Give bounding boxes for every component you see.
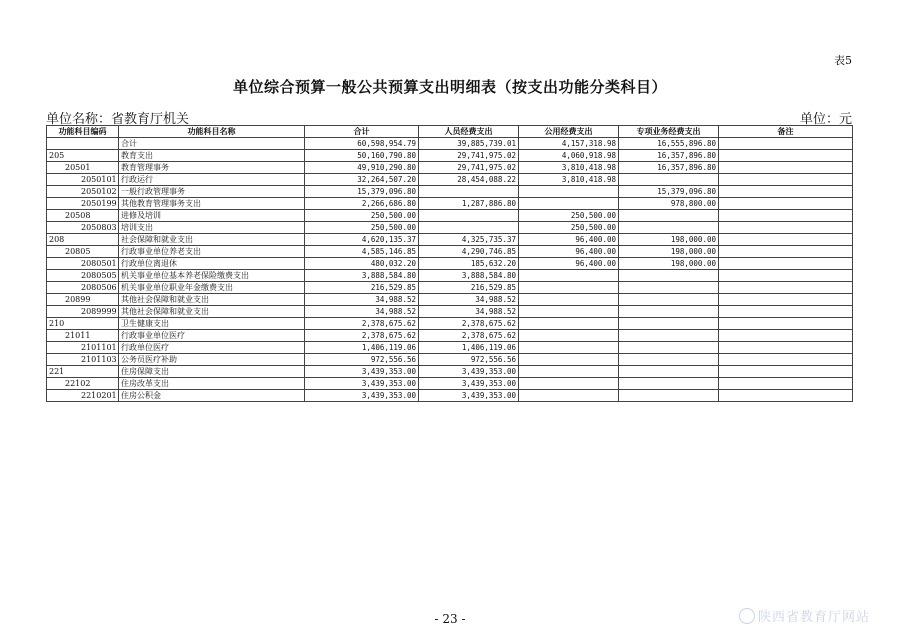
row-public (519, 366, 619, 378)
row-total: 3,439,353.00 (305, 366, 419, 378)
row-special: 16,555,896.80 (619, 138, 719, 150)
row-total: 2,266,686.80 (305, 198, 419, 210)
row-personnel: 2,378,675.62 (419, 318, 519, 330)
table-row (47, 330, 853, 342)
row-code: 20899 (47, 294, 119, 306)
row-public: 250,500.00 (519, 222, 619, 234)
row-code: 2089999 (47, 306, 119, 318)
table-row (47, 150, 853, 162)
row-code: 22102 (47, 378, 119, 390)
row-code: 20501 (47, 162, 119, 174)
row-total: 32,264,507.20 (305, 174, 419, 186)
row-personnel: 34,988.52 (419, 294, 519, 306)
row-personnel: 29,741,975.02 (419, 162, 519, 174)
row-note (719, 330, 853, 342)
row-code: 20805 (47, 246, 119, 258)
row-code: 2080505 (47, 270, 119, 282)
row-special (619, 366, 719, 378)
row-total: 34,988.52 (305, 294, 419, 306)
table-row (47, 234, 853, 246)
col-header-name: 功能科目名称 (119, 126, 305, 138)
row-code: 208 (47, 234, 119, 246)
row-personnel: 3,439,353.00 (419, 378, 519, 390)
row-note (719, 258, 853, 270)
unit-info-row (46, 108, 852, 126)
row-note (719, 294, 853, 306)
row-personnel: 29,741,975.02 (419, 150, 519, 162)
row-personnel: 1,406,119.06 (419, 342, 519, 354)
row-name: 社会保障和就业支出 (119, 234, 305, 246)
row-total: 3,888,584.80 (305, 270, 419, 282)
row-personnel: 185,632.20 (419, 258, 519, 270)
col-header-note: 备注 (719, 126, 853, 138)
row-note (719, 390, 853, 402)
table-row (47, 174, 853, 186)
table-body (47, 138, 853, 402)
row-name: 其他社会保障和就业支出 (119, 306, 305, 318)
table-row (47, 186, 853, 198)
row-total: 2,378,675.62 (305, 330, 419, 342)
row-code: 221 (47, 366, 119, 378)
row-total: 4,585,146.85 (305, 246, 419, 258)
row-name: 培训支出 (119, 222, 305, 234)
row-code: 2101103 (47, 354, 119, 366)
table-row (47, 342, 853, 354)
row-public (519, 282, 619, 294)
table-row (47, 318, 853, 330)
row-personnel (419, 186, 519, 198)
row-public: 3,810,418.98 (519, 174, 619, 186)
page-title: 单位综合预算一般公共预算支出明细表（按支出功能分类科目） (232, 78, 667, 96)
row-code: 2080506 (47, 282, 119, 294)
row-code: 2050102 (47, 186, 119, 198)
row-total: 4,620,135.37 (305, 234, 419, 246)
row-public (519, 198, 619, 210)
row-code: 2050803 (47, 222, 119, 234)
row-personnel: 4,325,735.37 (419, 234, 519, 246)
row-public (519, 294, 619, 306)
table-row (47, 198, 853, 210)
row-total: 250,500.00 (305, 210, 419, 222)
row-note (719, 270, 853, 282)
row-total: 50,160,790.80 (305, 150, 419, 162)
row-special (619, 378, 719, 390)
table-row (47, 270, 853, 282)
row-code: 21011 (47, 330, 119, 342)
row-name: 住房改革支出 (119, 378, 305, 390)
row-special (619, 306, 719, 318)
row-personnel: 28,454,088.22 (419, 174, 519, 186)
row-note (719, 150, 853, 162)
row-personnel (419, 210, 519, 222)
row-public (519, 186, 619, 198)
row-special (619, 354, 719, 366)
row-total: 34,988.52 (305, 306, 419, 318)
table-header-row (47, 126, 853, 138)
row-special (619, 174, 719, 186)
row-public (519, 378, 619, 390)
page-number: - 23 - (434, 612, 466, 626)
row-public: 3,810,418.98 (519, 162, 619, 174)
row-note (719, 162, 853, 174)
table-row (47, 390, 853, 402)
site-watermark (739, 606, 870, 625)
row-note (719, 318, 853, 330)
table-row (47, 138, 853, 150)
table-row (47, 366, 853, 378)
row-public (519, 306, 619, 318)
row-total: 480,032.20 (305, 258, 419, 270)
table-row (47, 210, 853, 222)
row-name: 其他社会保障和就业支出 (119, 294, 305, 306)
table-row (47, 294, 853, 306)
row-name: 住房公积金 (119, 390, 305, 402)
table-row (47, 162, 853, 174)
row-special: 16,357,896.80 (619, 162, 719, 174)
row-special (619, 342, 719, 354)
row-name: 行政事业单位养老支出 (119, 246, 305, 258)
row-special: 198,000.00 (619, 246, 719, 258)
row-name: 机关事业单位基本养老保险缴费支出 (119, 270, 305, 282)
row-name: 行政运行 (119, 174, 305, 186)
row-code: 2210201 (47, 390, 119, 402)
row-personnel: 972,556.56 (419, 354, 519, 366)
row-personnel (419, 222, 519, 234)
row-name: 行政单位医疗 (119, 342, 305, 354)
row-public (519, 330, 619, 342)
row-note (719, 354, 853, 366)
row-name: 教育支出 (119, 150, 305, 162)
row-special (619, 390, 719, 402)
row-public (519, 270, 619, 282)
row-public: 96,400.00 (519, 258, 619, 270)
row-note (719, 210, 853, 222)
row-public (519, 318, 619, 330)
row-code: 2080501 (47, 258, 119, 270)
row-note (719, 174, 853, 186)
row-public: 96,400.00 (519, 234, 619, 246)
circle-logo-icon (739, 608, 755, 624)
row-public: 96,400.00 (519, 246, 619, 258)
currency-unit: 单位：元 (799, 112, 852, 127)
table-number: 表5 (834, 54, 852, 67)
row-public: 250,500.00 (519, 210, 619, 222)
row-personnel: 1,287,886.80 (419, 198, 519, 210)
row-personnel: 216,529.85 (419, 282, 519, 294)
row-personnel: 3,439,353.00 (419, 366, 519, 378)
row-special (619, 222, 719, 234)
col-header-public: 公用经费支出 (519, 126, 619, 138)
row-name: 一般行政管理事务 (119, 186, 305, 198)
row-total: 972,556.56 (305, 354, 419, 366)
row-special: 16,357,896.80 (619, 150, 719, 162)
row-name: 机关事业单位职业年金缴费支出 (119, 282, 305, 294)
row-code: 205 (47, 150, 119, 162)
row-public (519, 342, 619, 354)
col-header-total: 合计 (305, 126, 419, 138)
row-note (719, 246, 853, 258)
row-name: 进修及培训 (119, 210, 305, 222)
row-name: 行政事业单位医疗 (119, 330, 305, 342)
table-row (47, 258, 853, 270)
table-row (47, 246, 853, 258)
row-note (719, 234, 853, 246)
row-total: 216,529.85 (305, 282, 419, 294)
row-note (719, 222, 853, 234)
col-header-special: 专项业务经费支出 (619, 126, 719, 138)
row-total: 15,379,096.80 (305, 186, 419, 198)
row-special: 198,000.00 (619, 258, 719, 270)
row-special (619, 330, 719, 342)
row-code: 2050101 (47, 174, 119, 186)
expenditure-table (46, 125, 853, 402)
row-personnel: 3,439,353.00 (419, 390, 519, 402)
row-personnel: 4,290,746.85 (419, 246, 519, 258)
watermark-text: 陕西省教育厅网站 (757, 610, 870, 625)
row-code: 20508 (47, 210, 119, 222)
row-code: 2101101 (47, 342, 119, 354)
row-note (719, 186, 853, 198)
row-special (619, 270, 719, 282)
row-personnel: 34,988.52 (419, 306, 519, 318)
row-note (719, 198, 853, 210)
row-special (619, 210, 719, 222)
row-name: 卫生健康支出 (119, 318, 305, 330)
row-name: 其他教育管理事务支出 (119, 198, 305, 210)
row-special (619, 282, 719, 294)
row-special (619, 318, 719, 330)
row-personnel: 39,885,739.01 (419, 138, 519, 150)
row-note (719, 306, 853, 318)
row-public: 4,060,918.98 (519, 150, 619, 162)
table-row (47, 354, 853, 366)
row-public: 4,157,318.98 (519, 138, 619, 150)
unit-name: 单位名称：省教育厅机关 (46, 112, 190, 127)
row-code (47, 138, 119, 150)
row-note (719, 378, 853, 390)
row-note (719, 282, 853, 294)
row-total: 2,378,675.62 (305, 318, 419, 330)
row-code: 210 (47, 318, 119, 330)
row-total: 3,439,353.00 (305, 378, 419, 390)
row-note (719, 366, 853, 378)
row-code: 2050199 (47, 198, 119, 210)
row-special: 15,379,096.80 (619, 186, 719, 198)
row-personnel: 2,378,675.62 (419, 330, 519, 342)
row-special: 978,800.00 (619, 198, 719, 210)
row-note (719, 342, 853, 354)
table-row (47, 378, 853, 390)
row-total: 3,439,353.00 (305, 390, 419, 402)
row-name: 教育管理事务 (119, 162, 305, 174)
row-name: 住房保障支出 (119, 366, 305, 378)
row-total: 1,406,119.06 (305, 342, 419, 354)
row-total: 60,598,954.79 (305, 138, 419, 150)
row-personnel: 3,888,584.80 (419, 270, 519, 282)
table-row (47, 306, 853, 318)
row-special: 198,000.00 (619, 234, 719, 246)
col-header-code: 功能科目编码 (47, 126, 119, 138)
row-note (719, 138, 853, 150)
row-special (619, 294, 719, 306)
row-total: 250,500.00 (305, 222, 419, 234)
row-name: 行政单位离退休 (119, 258, 305, 270)
row-total: 49,910,290.80 (305, 162, 419, 174)
table-row (47, 282, 853, 294)
table-row (47, 222, 853, 234)
row-public (519, 390, 619, 402)
row-name: 合计 (119, 138, 305, 150)
row-name: 公务员医疗补助 (119, 354, 305, 366)
row-public (519, 354, 619, 366)
col-header-personnel: 人员经费支出 (419, 126, 519, 138)
